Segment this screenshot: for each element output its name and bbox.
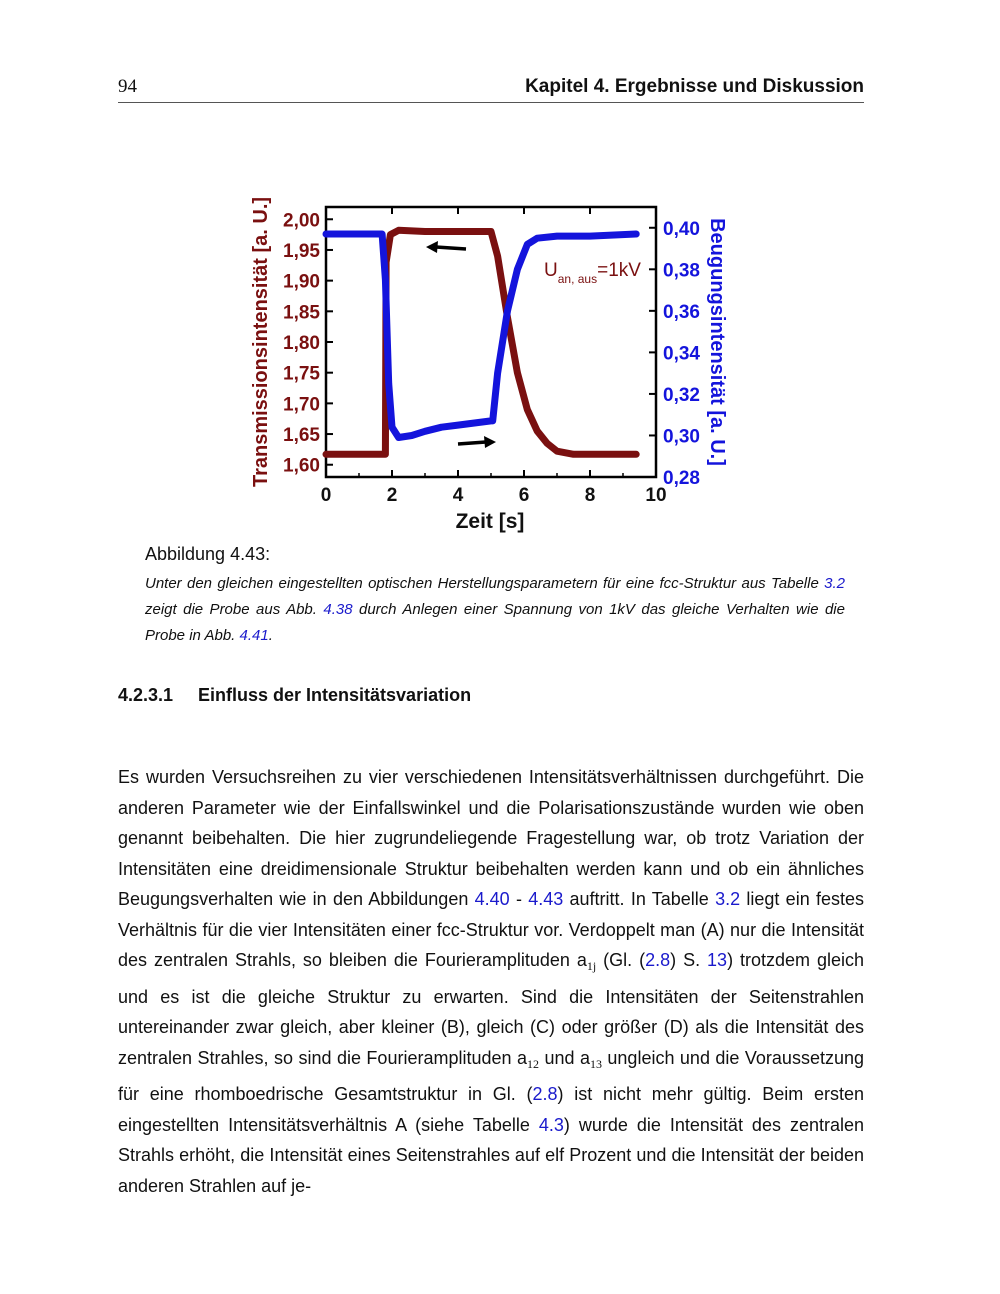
annotation-sub: an, aus: [557, 272, 598, 286]
y-right-tick-label: 0,36: [663, 301, 700, 323]
figure-caption: [145, 544, 845, 649]
ref-figure-4-40[interactable]: 4.40: [474, 889, 510, 909]
ref-eq-2-8[interactable]: 2.8: [645, 950, 671, 970]
y-right-tick-label: 0,34: [663, 343, 700, 365]
annotation-tail: =1kV: [597, 260, 641, 281]
x-tick-label: 10: [645, 485, 667, 506]
y-right-tick-label: 0,28: [663, 468, 700, 489]
ref-eq-2-8-second[interactable]: 2.8: [532, 1084, 558, 1104]
page-header: [118, 76, 864, 103]
subscript-12: 12: [526, 1056, 539, 1071]
page-number: 94: [118, 76, 137, 97]
ref-figure-4-41[interactable]: 4.41: [239, 627, 269, 644]
voltage-annotation: [544, 260, 641, 286]
caption-label: Abbildung 4.43:: [145, 544, 271, 564]
ref-page-13[interactable]: 13: [707, 950, 728, 970]
annotation-main: U: [544, 260, 558, 281]
caption-text: Unter den gleichen eingestellten optischen Herstellungsparametern für eine fcc-Struktur aus Tabelle 3.2 zeigt die Probe aus Abb. 4.38 durch Anlegen einer Spannung von 1kV das gleiche Verhalten wie die Probe in Abb. 4.41.: [145, 575, 845, 644]
y-left-tick-label: 1,90: [283, 271, 320, 293]
ref-table-3-2[interactable]: 3.2: [824, 575, 845, 592]
x-tick-label: 2: [386, 485, 398, 506]
ref-table-3-2-body[interactable]: 3.2: [715, 889, 741, 909]
y-left-axis-label: Transmissionsintensität [a. U.]: [250, 196, 272, 488]
subscript-1j: 1j: [586, 959, 597, 973]
y-left-tick-label: 1,95: [283, 240, 320, 262]
arrow-right-indicator: [458, 436, 496, 448]
y-right-tick-label: 0,38: [663, 260, 700, 282]
x-tick-label: 4: [452, 485, 464, 506]
y-right-axis-label: Beugungsintensität [a. U.]: [706, 218, 728, 466]
x-tick-label: 6: [518, 485, 530, 506]
y-right-tick-label: 0,30: [663, 426, 700, 448]
x-tick-label: 8: [584, 485, 596, 506]
section-number: 4.2.3.1: [118, 685, 174, 705]
body-paragraph: Es wurden Versuchsreihen zu vier verschiedenen Intensitätsverhältnissen durchgeführt. Die anderen Parameter wie der Einfallswinkel und die Polarisationszustände wurden wie oben genannt beibehalten. Die hier zugrundeliegende Fragestellung war, ob trotz Variation der Intensitäten eine dreidimensionale Struktur beibehalten werden kann und ob ein ähnliches Beugungsverhalten wie in den Abbildungen 4.40 - 4.43 auftritt. In Tabelle 3.2 liegt ein festes Verhältnis für die vier Intensitäten einer fcc-Struktur vor. Verdoppelt man (A) nur die Intensität des zentralen Strahls, so bleiben die Fourieramplituden $a_{1j}$ (Gl. (2.8) S. 13) trotzdem gleich und es ist die gleiche Struktur zu erwarten. Sind die Intensitäten der Seitenstrahlen untereinander zwar gleich, aber kleiner (B), gleich (C) oder größer (D) als die Intensität des zentralen Strahles, so sind die Fourieramplituden $a_{12}$ und $a_{13}$ ungleich und die Voraussetzung für eine rhomboedrische Gesamtstruktur in Gl. (2.8) ist nicht mehr gültig. Beim ersten eingestellten Intensitätsverhältnis A (siehe Tabelle 4.3) wurde die Intensität des zentralen Strahls erhöht, die Intensität eines Seitenstrahles auf elf Prozent und die Intensität der beiden anderen Strahlen auf je-: [118, 767, 864, 1196]
y-left-tick-label: 1,85: [283, 302, 320, 324]
y-right-tick-label: 0,32: [663, 384, 700, 406]
y-left-tick-label: 1,60: [283, 455, 320, 477]
subscript-13: 13: [589, 1056, 602, 1071]
y-left-tick-label: 2,00: [283, 210, 320, 232]
x-axis-label: Zeit [s]: [455, 510, 525, 533]
figure-chart: [240, 170, 740, 540]
ref-figure-4-38[interactable]: 4.38: [323, 601, 353, 618]
y-left-tick-label: 1,80: [283, 333, 320, 354]
ref-table-4-3[interactable]: 4.3: [538, 1114, 564, 1135]
plot-frame: [326, 207, 656, 477]
section-heading: [118, 685, 471, 706]
y-left-tick-label: 1,70: [283, 394, 320, 416]
y-left-tick-label: 1,75: [283, 363, 320, 385]
series-line-diffraction: [326, 234, 636, 438]
arrow-left-indicator: [426, 241, 466, 253]
chapter-title: Kapitel 4. Ergebnisse und Diskussion: [525, 76, 864, 97]
section-title: Einfluss der Intensitätsvariation: [198, 685, 472, 705]
y-left-tick-label: 1,65: [283, 425, 320, 447]
y-right-tick-label: 0,40: [663, 218, 700, 240]
x-tick-label: 0: [320, 485, 332, 506]
ref-figure-4-43[interactable]: 4.43: [528, 889, 564, 909]
